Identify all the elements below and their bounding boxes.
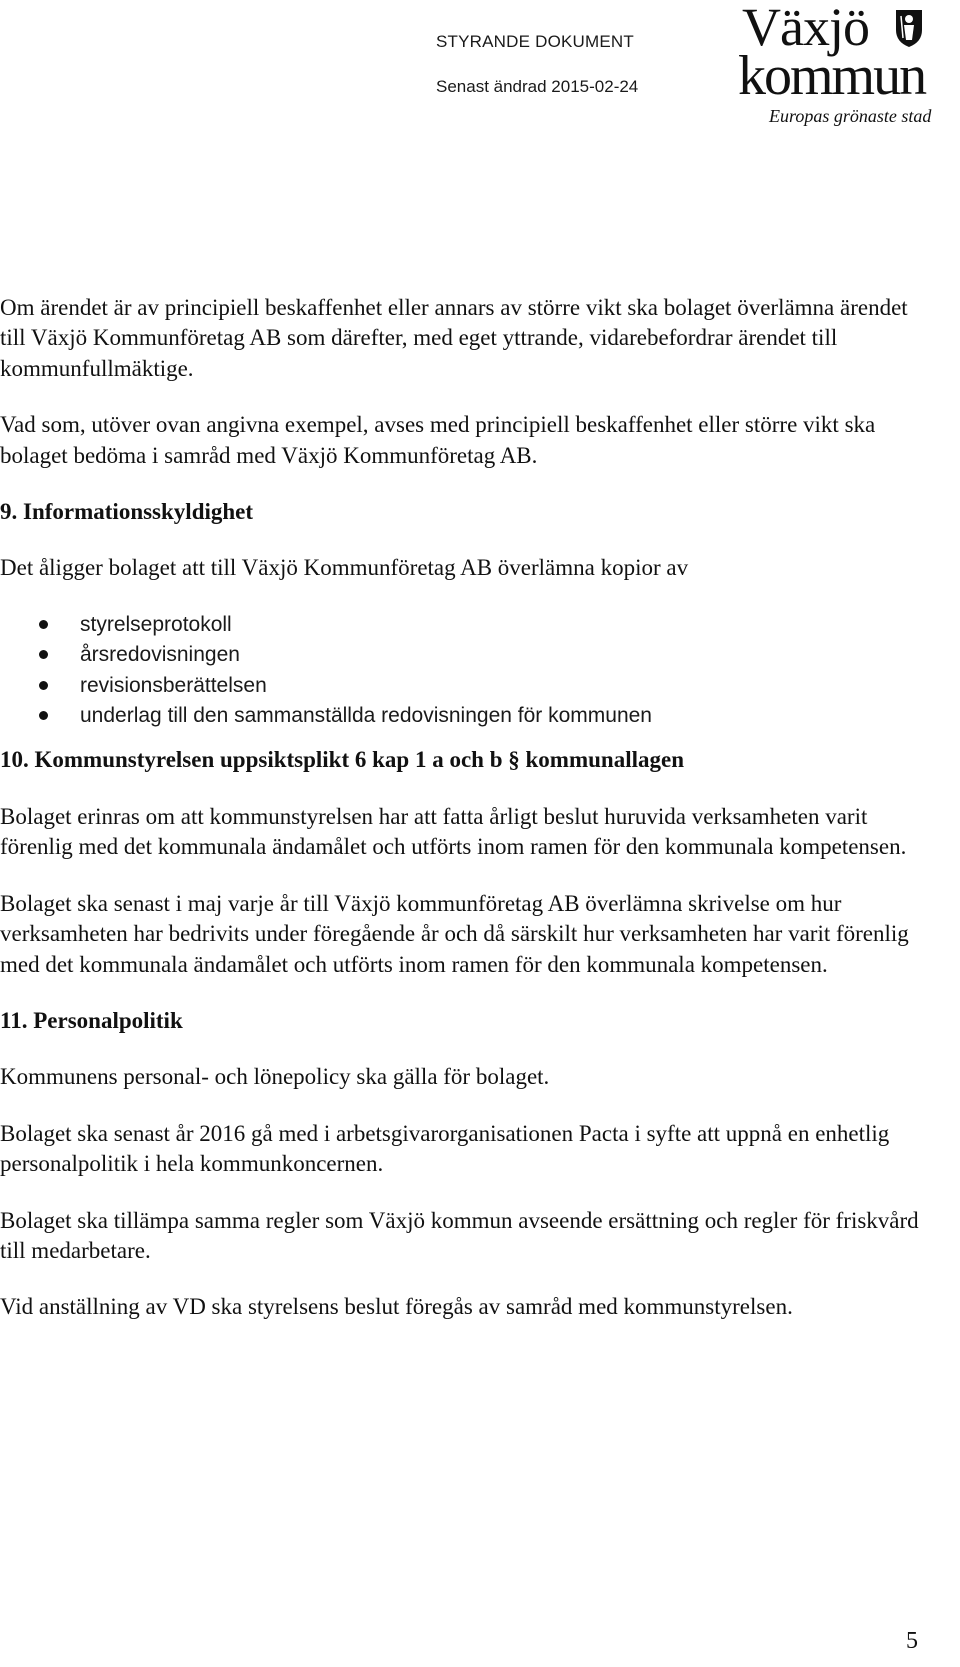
section-heading-11: 11. Personalpolitik: [0, 1007, 183, 1033]
paragraph: Vad som, utöver ovan angivna exempel, avses med principiell beskaffenhet eller större vikt ska bolaget bedöma i samråd med Växjö Kommunföretag AB.: [0, 412, 876, 468]
list-item: [0, 640, 930, 670]
paragraph: Om ärendet är av principiell beskaffenhet eller annars av större vikt ska bolaget överlämna ärendet till Växjö Kommunföretag AB som därefter, med eget yttrande, vidarebefordrar ärendet till kommunfullmäktige.: [0, 295, 908, 381]
paragraph: Bolaget ska tillämpa samma regler som Växjö kommun avseende ersättning och regler för friskvård till medarbetare.: [0, 1207, 919, 1263]
paragraph: Bolaget ska senast i maj varje år till Växjö kommunföretag AB överlämna skrivelse om hur verksamheten har bedrivits under föregående år och då särskilt hur verksamheten har varit förenlig med det kommunala ändamålet och utförts inom ramen för den kommunala kompetensen.: [0, 890, 909, 977]
logo-tagline: Europas grönaste stad: [769, 106, 932, 126]
coat-of-arms-icon: [894, 8, 924, 48]
list-item: [0, 610, 930, 640]
paragraph: Bolaget erinras om att kommunstyrelsen har att fatta årligt beslut huruvida verksamheten varit förenlig med det kommunala ändamålet och utförts inom ramen för den kommunala kompetensen.: [0, 803, 907, 860]
page-number: 5: [906, 1628, 918, 1654]
list-item: [0, 701, 930, 731]
list-item: [0, 671, 930, 701]
paragraph: Det åligger bolaget att till Växjö Kommunföretag AB överlämna kopior av: [0, 555, 689, 581]
list-item-text: underlag till den sammanställda redovisningen för kommunen: [80, 704, 652, 728]
bullet-icon: [39, 711, 48, 720]
bullet-icon: [39, 650, 48, 659]
paragraph: Bolaget ska senast år 2016 gå med i arbetsgivarorganisationen Pacta i syfte att uppnå en enhetlig personalpolitik i hela kommunkoncernen.: [0, 1120, 890, 1177]
bullet-icon: [39, 681, 48, 690]
logo-word-vaxjo: Växjö: [742, 0, 869, 57]
list-item-text: revisionsberättelsen: [80, 673, 267, 697]
bullet-list: [0, 610, 930, 732]
logo-word-kommun: kommun: [738, 45, 926, 107]
paragraph: Vid anställning av VD ska styrelsens beslut föregås av samråd med kommunstyrelsen.: [0, 1294, 793, 1320]
list-item-text: styrelseprotokoll: [80, 612, 232, 636]
vaxjo-kommun-logo: [738, 2, 960, 130]
section-heading-10: 10. Kommunstyrelsen uppsiktsplikt 6 kap 1 a och b § kommunallagen: [0, 747, 684, 773]
bullet-icon: [39, 620, 48, 629]
paragraph: Kommunens personal- och lönepolicy ska gälla för bolaget.: [0, 1064, 550, 1090]
document-body: [0, 293, 930, 1323]
list-item-text: årsredovisningen: [80, 643, 240, 667]
section-heading-9: 9. Informationsskyldighet: [0, 499, 254, 525]
last-changed-date: Senast ändrad 2015-02-24: [436, 77, 639, 96]
document-type-label: STYRANDE DOKUMENT: [436, 32, 634, 51]
